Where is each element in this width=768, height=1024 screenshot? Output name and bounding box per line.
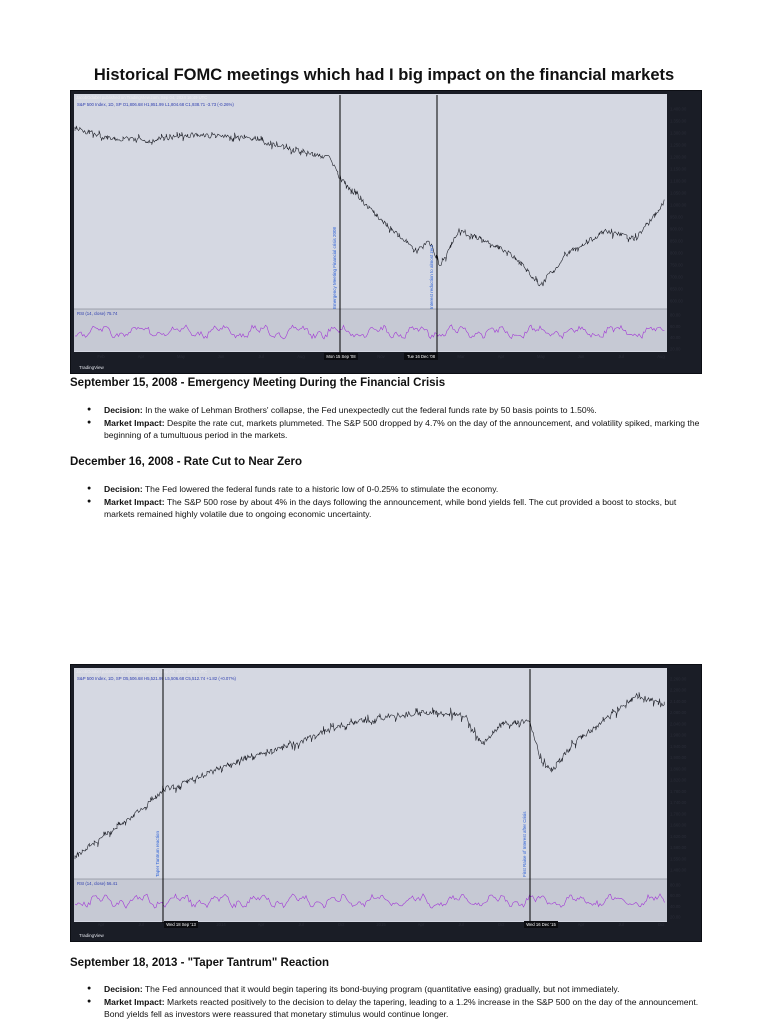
x-tick-label: 2014 <box>216 922 226 927</box>
x-tick-label: Mar <box>457 354 465 359</box>
rsi-tick-label: 60.00 <box>670 893 681 899</box>
rsi-tick-label: 80.00 <box>670 882 681 888</box>
x-tick-label: Mon 15 Sep '08 <box>326 354 356 359</box>
rsi-label: RSI (14, close) 56.41 <box>77 881 118 886</box>
bullet-text: The Fed lowered the federal funds rate to a historic low of 0-0.25% to stimulate the economy. <box>144 484 499 494</box>
brand-mark: TradingView <box>79 365 104 370</box>
y-tick-label: 2,200.00 <box>670 687 687 693</box>
x-axis-labels <box>98 921 665 928</box>
bullet-text: Markets reacted positively to the decision to delay the tapering, leading to a 1.2% increase in the S&P 500 on the day of the announcement. Bond yields fell as investors were reassured that monetary stimulus would continue longer. <box>104 996 699 1019</box>
chart-2008-svg <box>71 91 701 373</box>
x-tick-label: Jul <box>258 354 264 359</box>
x-tick-label: Apr <box>137 354 145 359</box>
x-axis-labels <box>97 353 665 360</box>
chart-2008 <box>70 90 702 374</box>
rsi-axis-ticks <box>670 883 681 920</box>
y-tick-label: 1,660.00 <box>670 822 687 828</box>
chart-2013-2015-svg <box>71 665 701 941</box>
x-tick-label: Apr <box>97 922 105 927</box>
y-tick-label: 2,080.00 <box>670 710 687 716</box>
chart-header: JacobOdabel published on TradingView.com, Sep 04, 2024 16:49 UTC <box>76 95 208 100</box>
x-tick-label: Jul <box>138 922 144 927</box>
x-tick-label: Nov <box>377 354 385 359</box>
bullet-label: Decision: <box>104 484 143 494</box>
section-3-bullets <box>70 983 700 1021</box>
rsi-tick-label: 40.00 <box>670 335 681 341</box>
y-tick-label: 1,250.00 <box>670 142 687 148</box>
x-tick-label: 2015 <box>376 922 386 927</box>
chart-header: JacobOdabel published on TradingView.com, Sep 04, 2024 16:52 UTC <box>76 669 208 674</box>
ticker-line: S&P 500 Index, 1D, SP O1,806.68 H1,951.99 L1,804.68 C1,938.71 -3.73 (-0.26%) <box>77 102 234 107</box>
x-tick-label: Wed 18 Sep '13 <box>166 922 196 927</box>
y-tick-label: 2,140.00 <box>670 698 687 704</box>
bullet-item <box>70 496 700 521</box>
bullet-label: Market Impact: <box>104 417 165 428</box>
section-heading-2: December 16, 2008 - Rate Cut to Near Zero <box>70 456 303 468</box>
bullet-label: Decision: <box>104 984 143 994</box>
section-2-bullets <box>70 483 700 521</box>
x-tick-label: Apr <box>257 922 265 927</box>
x-tick-label: Oct <box>497 922 505 927</box>
y-tick-label: 1,300.00 <box>670 130 687 136</box>
x-tick-label: Jul <box>618 354 624 359</box>
y-tick-label: 900.00 <box>670 226 683 232</box>
y-tick-label: 2,040.00 <box>670 721 687 727</box>
x-tick-label: Jul <box>618 922 624 927</box>
bullet-item <box>70 404 700 417</box>
y-axis-ticks <box>670 107 687 304</box>
y-tick-label: 1,820.00 <box>670 777 687 783</box>
rsi-tick-label: 80.00 <box>670 312 681 318</box>
y-tick-label: 2,260.00 <box>670 676 687 682</box>
bullet-text: Despite the rate cut, markets plummeted. The S&P 500 dropped by 4.7% on the day of the announcement, and volatility spiked, marking the beginning of a tumultuous period in the markets. <box>104 417 700 440</box>
y-tick-label: 750.00 <box>670 262 683 268</box>
section-1-bullets <box>70 404 700 442</box>
y-tick-label: 1,980.00 <box>670 732 687 738</box>
y-tick-label: 1,860.00 <box>670 766 687 772</box>
y-tick-label: 1,940.00 <box>670 743 687 749</box>
ticker-line: S&P 500 Index, 1D, SP O5,506.68 H5,521.99 L5,506.68 C5,512.74 +1.82 (+0.07%) <box>77 676 236 681</box>
section-heading-3: September 18, 2013 - "Taper Tantrum" Reaction <box>70 957 330 969</box>
x-tick-label: Feb <box>97 354 105 359</box>
y-axis-ticks <box>670 677 687 873</box>
y-tick-label: 1,580.00 <box>670 845 687 851</box>
bullet-item <box>70 996 700 1021</box>
document-title: Historical FOMC meetings which had I big impact on the financial markets <box>93 66 675 84</box>
x-tick-label: Oct <box>337 922 345 927</box>
y-tick-label: 1,050.00 <box>670 190 687 196</box>
y-tick-label: 1,100.00 <box>670 178 687 184</box>
rsi-tick-label: 20.00 <box>670 914 681 920</box>
y-tick-label: 650.00 <box>670 286 683 292</box>
bullet-item <box>70 417 700 442</box>
x-tick-label: Jun <box>217 354 225 359</box>
x-tick-label: Jul <box>458 922 464 927</box>
bullet-text: The S&P 500 rose by about 4% in the days following the announcement, while bond yields fell. The cut provided a boost to stocks, but markets remained highly volatile due to ongoing economic uncertainty. <box>104 496 677 519</box>
y-tick-label: 850.00 <box>670 238 683 244</box>
y-tick-label: 800.00 <box>670 250 683 256</box>
y-tick-label: 1,000.00 <box>670 202 687 208</box>
x-tick-label: Apr <box>417 922 425 927</box>
chart-2013-2015 <box>70 664 702 942</box>
event-label-1: Emergency Meeting Financial crisis 2008 <box>332 226 337 309</box>
bullet-text: The Fed announced that it would begin tapering its bond-buying program (quantitative easing) gradually, but not immediately. <box>144 984 620 994</box>
section-heading-1: September 15, 2008 - Emergency Meeting During the Financial Crisis <box>70 377 446 389</box>
rsi-tick-label: 20.00 <box>670 346 681 352</box>
x-tick-label: Apr <box>497 354 505 359</box>
rsi-tick-label: 60.00 <box>670 323 681 329</box>
x-tick-label: Wed 16 Dec '15 <box>526 922 556 927</box>
x-tick-label: Jul <box>298 922 304 927</box>
bullet-label: Market Impact: <box>104 496 165 507</box>
event-label-2: Interest reduction to almost zero <box>429 244 434 309</box>
rsi-label: RSI (14, close) 75.74 <box>77 311 118 316</box>
bullet-text: In the wake of Lehman Brothers' collapse, the Fed unexpectedly cut the federal funds rate by 50 basis points to 1.50%. <box>145 405 597 415</box>
y-tick-label: 600.00 <box>670 298 683 304</box>
y-tick-label: 1,780.00 <box>670 788 687 794</box>
rsi-tick-label: 40.00 <box>670 903 681 909</box>
y-tick-label: 1,150.00 <box>670 166 687 172</box>
y-tick-label: 1,740.00 <box>670 800 687 806</box>
x-tick-label: May <box>537 354 545 359</box>
y-tick-label: 700.00 <box>670 274 683 280</box>
x-tick-label: Aug <box>297 354 305 359</box>
bullet-label: Market Impact: <box>104 996 165 1007</box>
x-tick-label: Jun <box>577 354 585 359</box>
y-tick-label: 1,550.00 <box>670 856 687 862</box>
event-label-2: First Raise of Interest after Crisis <box>522 811 527 877</box>
event-label-1: Taper Tantrum reaction <box>155 831 160 877</box>
x-tick-label: Oct <box>657 922 665 927</box>
y-tick-label: 1,900.00 <box>670 755 687 761</box>
y-tick-label: 1,700.00 <box>670 811 687 817</box>
y-tick-label: 950.00 <box>670 214 683 220</box>
bullet-label: Decision: <box>104 405 143 415</box>
x-tick-label: May <box>177 354 185 359</box>
y-tick-label: 1,200.00 <box>670 154 687 160</box>
x-tick-label: Apr <box>577 922 585 927</box>
brand-mark: TradingView <box>79 933 104 938</box>
rsi-axis-ticks <box>670 313 681 352</box>
bullet-item <box>70 983 700 996</box>
bullet-item <box>70 483 700 496</box>
x-tick-label: Aug <box>657 354 665 359</box>
y-tick-label: 1,480.00 <box>670 867 687 873</box>
y-tick-label: 1,620.00 <box>670 833 687 839</box>
x-tick-label: Tue 16 Dec '08 <box>406 354 436 359</box>
y-tick-label: 1,400.00 <box>670 106 687 112</box>
y-tick-label: 1,350.00 <box>670 118 687 124</box>
